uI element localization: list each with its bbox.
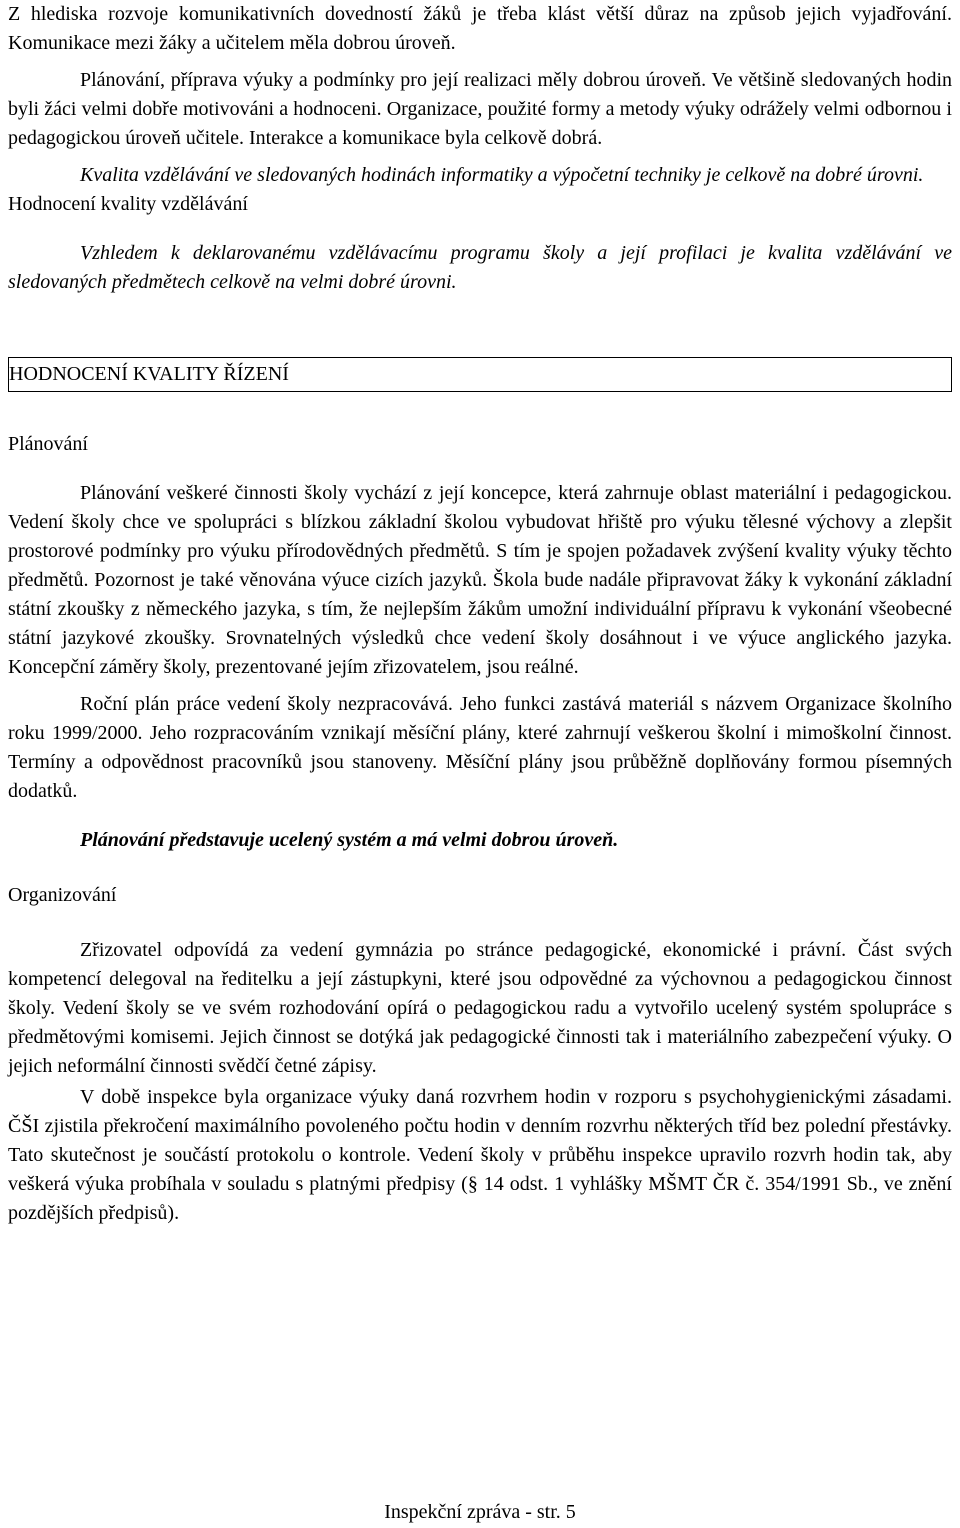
paragraph-planning-concept: Plánování veškeré činnosti školy vychází z její koncepce, která zahrnuje oblast materiální i pedagogickou. Vedení školy chce ve spolupráci s blízkou základní školou vybudovat hřiště pro výuku tělesné výchovy a zlepšit prostorové podmínky pro výuku přírodovědných předmětů. S tím je spojen požadavek zvýšení kvality výuky těchto předmětů. Pozornost je také věnována výuce cizích jazyků. Škola bude nadále připravovat žáky k vykonání základní státní zkoušky z německého jazyka, s tím, že nejlepším žákům umožní individuální přípravu k vykonání všeobecné státní jazykové zkoušky. Srovnatelných výsledků chce vedení školy dosáhnout i ve výuce anglického jazyka. Koncepční záměry školy, prezentované jejím zřizovatelem, jsou reálné. xyxy=(8,482,952,678)
page-footer xyxy=(0,1498,960,1527)
paragraph-annual-plan: Roční plán práce vedení školy nezpracovává. Jeho funkci zastává materiál s názvem Organizace školního roku 1999/2000. Jeho rozpracováním vznikají měsíční plány, které zahrnují veškerou školní i mimoškolní činnost. Termíny a odpovědnost pracovníků jsou stanoveny. Měsíční plány jsou průběžně doplňovány formou písemných dodatků. xyxy=(8,693,952,802)
section-title-management-quality: HODNOCENÍ KVALITY ŘÍZENÍ xyxy=(8,357,952,392)
paragraph-planning-lessons: Plánování, příprava výuky a podmínky pro její realizaci měly dobrou úroveň. Ve většině sledovaných hodin byli žáci velmi dobře motivováni a hodnoceni. Organizace, použité formy a metody výuky odrážely velmi odbornou i pedagogickou úroveň učitele. Interakce a komunikace byla celkově dobrá. xyxy=(8,69,952,149)
paragraph-communication: Z hlediska rozvoje komunikativních dovedností žáků je třeba klást větší důraz na způsob jejich vyjadřování. Komunikace mezi žáky a učitelem měla dobrou úroveň. xyxy=(8,3,952,54)
paragraph-it-quality-conclusion: Kvalita vzdělávání ve sledovaných hodinách informatiky a výpočetní techniky je celkově na dobré úrovni. xyxy=(80,164,924,186)
heading-organizing: Organizování xyxy=(8,884,117,906)
paragraph-founder-responsibility: Zřizovatel odpovídá za vedení gymnázia po stránce pedagogické, ekonomické i právní. Část svých kompetencí delegoval na ředitelku a její zástupkyni, které jsou odpovědné za výchovnou a pedagogickou činnost školy. Vedení školy se ve svém rozhodování opírá o pedagogickou radu a vytvořilo ucelený systém spolupráce s předmětovými komisemi. Jejich činnost se dotýká jak pedagogické činnosti tak i materiálního zabezpečení výuky. O jejich neformální činnosti svědčí četné zápisy. xyxy=(8,939,952,1077)
footer-page-number: Inspekční zpráva - str. 5 xyxy=(384,1501,576,1523)
heading-quality-of-education: Hodnocení kvality vzdělávání xyxy=(8,193,248,215)
heading-planning: Plánování xyxy=(8,433,88,455)
document-page xyxy=(8,0,952,1228)
paragraph-timetable-inspection: V době inspekce byla organizace výuky daná rozvrhem hodin v rozporu s psychohygienickými zásadami. ČŠI zjistila překročení maximálního povoleného počtu hodin v denním rozvrhu některých tříd bez polední přestávky. Tato skutečnost je součástí protokolu o kontrole. Vedení školy v průběhu inspekce upravilo rozvrh hodin tak, aby veškerá výuka probíhala v souladu s platnými předpisy (§ 14 odst. 1 vyhlášky MŠMT ČR č. 354/1991 Sb., ve znění pozdějších předpisů). xyxy=(8,1086,952,1224)
paragraph-planning-conclusion: Plánování představuje ucelený systém a má velmi dobrou úroveň. xyxy=(80,829,619,851)
paragraph-quality-conclusion: Vzhledem k deklarovanému vzdělávacímu programu školy a její profilaci je kvalita vzdělávání ve sledovaných předmětech celkově na velmi dobré úrovni. xyxy=(8,242,952,293)
